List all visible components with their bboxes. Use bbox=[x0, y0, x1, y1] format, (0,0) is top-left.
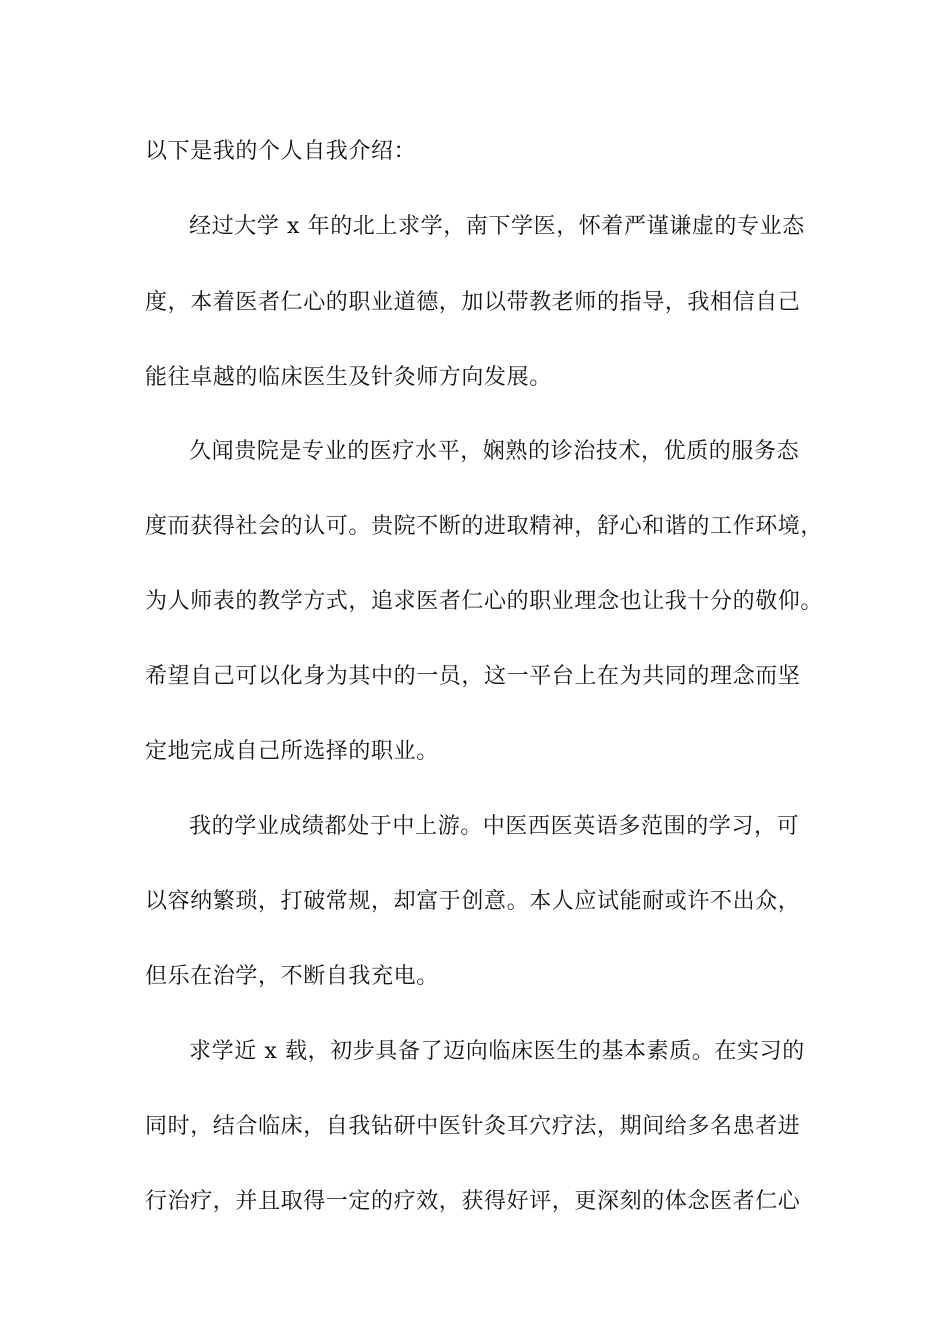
paragraph-3-line-3: 但乐在治学，不断自我充电。 bbox=[145, 964, 439, 989]
text-line-intro: 以下是我的个人自我介绍： bbox=[145, 139, 417, 164]
paragraph-2-line-5: 定地完成自己所选择的职业。 bbox=[145, 739, 439, 764]
paragraph-3-line-1: 我的学业成绩都处于中上游。中医西医英语多范围的学习，可 bbox=[189, 814, 800, 839]
paragraph-2-line-3: 为人师表的教学方式，追求医者仁心的职业理念也让我十分的敬仰。 bbox=[145, 589, 824, 614]
paragraph-2-line-2: 度而获得社会的认可。贵院不断的进取精神，舒心和谐的工作环境， bbox=[145, 514, 824, 539]
paragraph-2-line-1: 久闻贵院是专业的医疗水平，娴熟的诊治技术，优质的服务态 bbox=[189, 439, 800, 464]
paragraph-1-line-2: 度，本着医者仁心的职业道德，加以带教老师的指导，我相信自己 bbox=[145, 290, 801, 315]
paragraph-1-line-3: 能往卓越的临床医生及针灸师方向发展。 bbox=[145, 365, 552, 390]
paragraph-1-line-1: 经过大学 x 年的北上求学，南下学医，怀着严谨谦虚的专业态 bbox=[189, 214, 805, 239]
paragraph-2-line-4: 希望自己可以化身为其中的一员，这一平台上在为共同的理念而坚 bbox=[145, 664, 801, 689]
paragraph-4-line-1: 求学近 x 载，初步具备了迈向临床医生的基本素质。在实习的 bbox=[189, 1039, 805, 1064]
paragraph-4-line-3: 行治疗，并且取得一定的疗效，获得好评，更深刻的体念医者仁心 bbox=[145, 1189, 801, 1214]
paragraph-3-line-2: 以容纳繁琐，打破常规，却富于创意。本人应试能耐或许不出众， bbox=[145, 889, 801, 914]
paragraph-4-line-2: 同时，结合临床，自我钻研中医针灸耳穴疗法，期间给多名患者进 bbox=[145, 1114, 801, 1139]
